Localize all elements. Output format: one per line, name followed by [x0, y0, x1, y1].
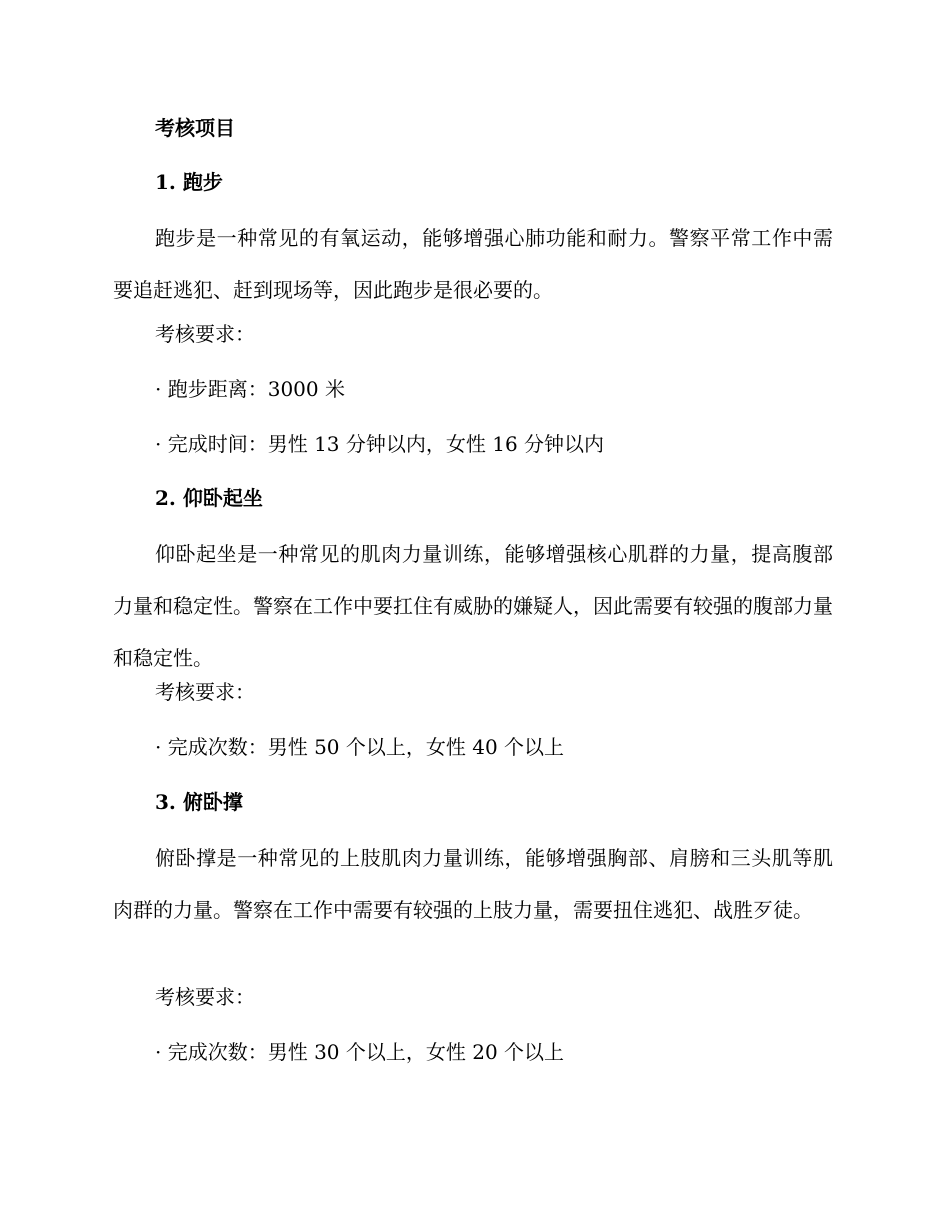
requirement-bullet: · 跑步距离：3000 米 [155, 377, 345, 401]
section-paragraph-pushups: 俯卧撑是一种常见的上肢肌肉力量训练，能够增强胸部、肩膀和三头肌等肌肉群的力量。警察在工作中需要有较强的上肢力量，需要扭住逃犯、战胜歹徒。 [113, 846, 833, 922]
section-heading-situps: 2. 仰卧起坐 [155, 486, 263, 510]
document-title: 考核项目 [155, 116, 235, 140]
requirement-bullet: · 完成时间：男性 13 分钟以内，女性 16 分钟以内 [155, 432, 605, 456]
requirements-label: 考核要求： [155, 985, 255, 1009]
section-paragraph-situps: 仰卧起坐是一种常见的肌肉力量训练，能够增强核心肌群的力量，提高腹部力量和稳定性。警察在工作中要扛住有威胁的嫌疑人，因此需要有较强的腹部力量和稳定性。 [113, 542, 833, 670]
requirements-label: 考核要求： [155, 680, 255, 704]
requirements-label: 考核要求： [155, 322, 255, 346]
section-heading-pushups: 3. 俯卧撑 [155, 790, 243, 814]
section-paragraph-running: 跑步是一种常见的有氧运动，能够增强心肺功能和耐力。警察平常工作中需要追赶逃犯、赶到现场等，因此跑步是很必要的。 [113, 226, 833, 302]
requirement-bullet: · 完成次数：男性 50 个以上，女性 40 个以上 [155, 735, 565, 759]
section-heading-running: 1. 跑步 [155, 170, 223, 194]
requirement-bullet: · 完成次数：男性 30 个以上，女性 20 个以上 [155, 1040, 565, 1064]
